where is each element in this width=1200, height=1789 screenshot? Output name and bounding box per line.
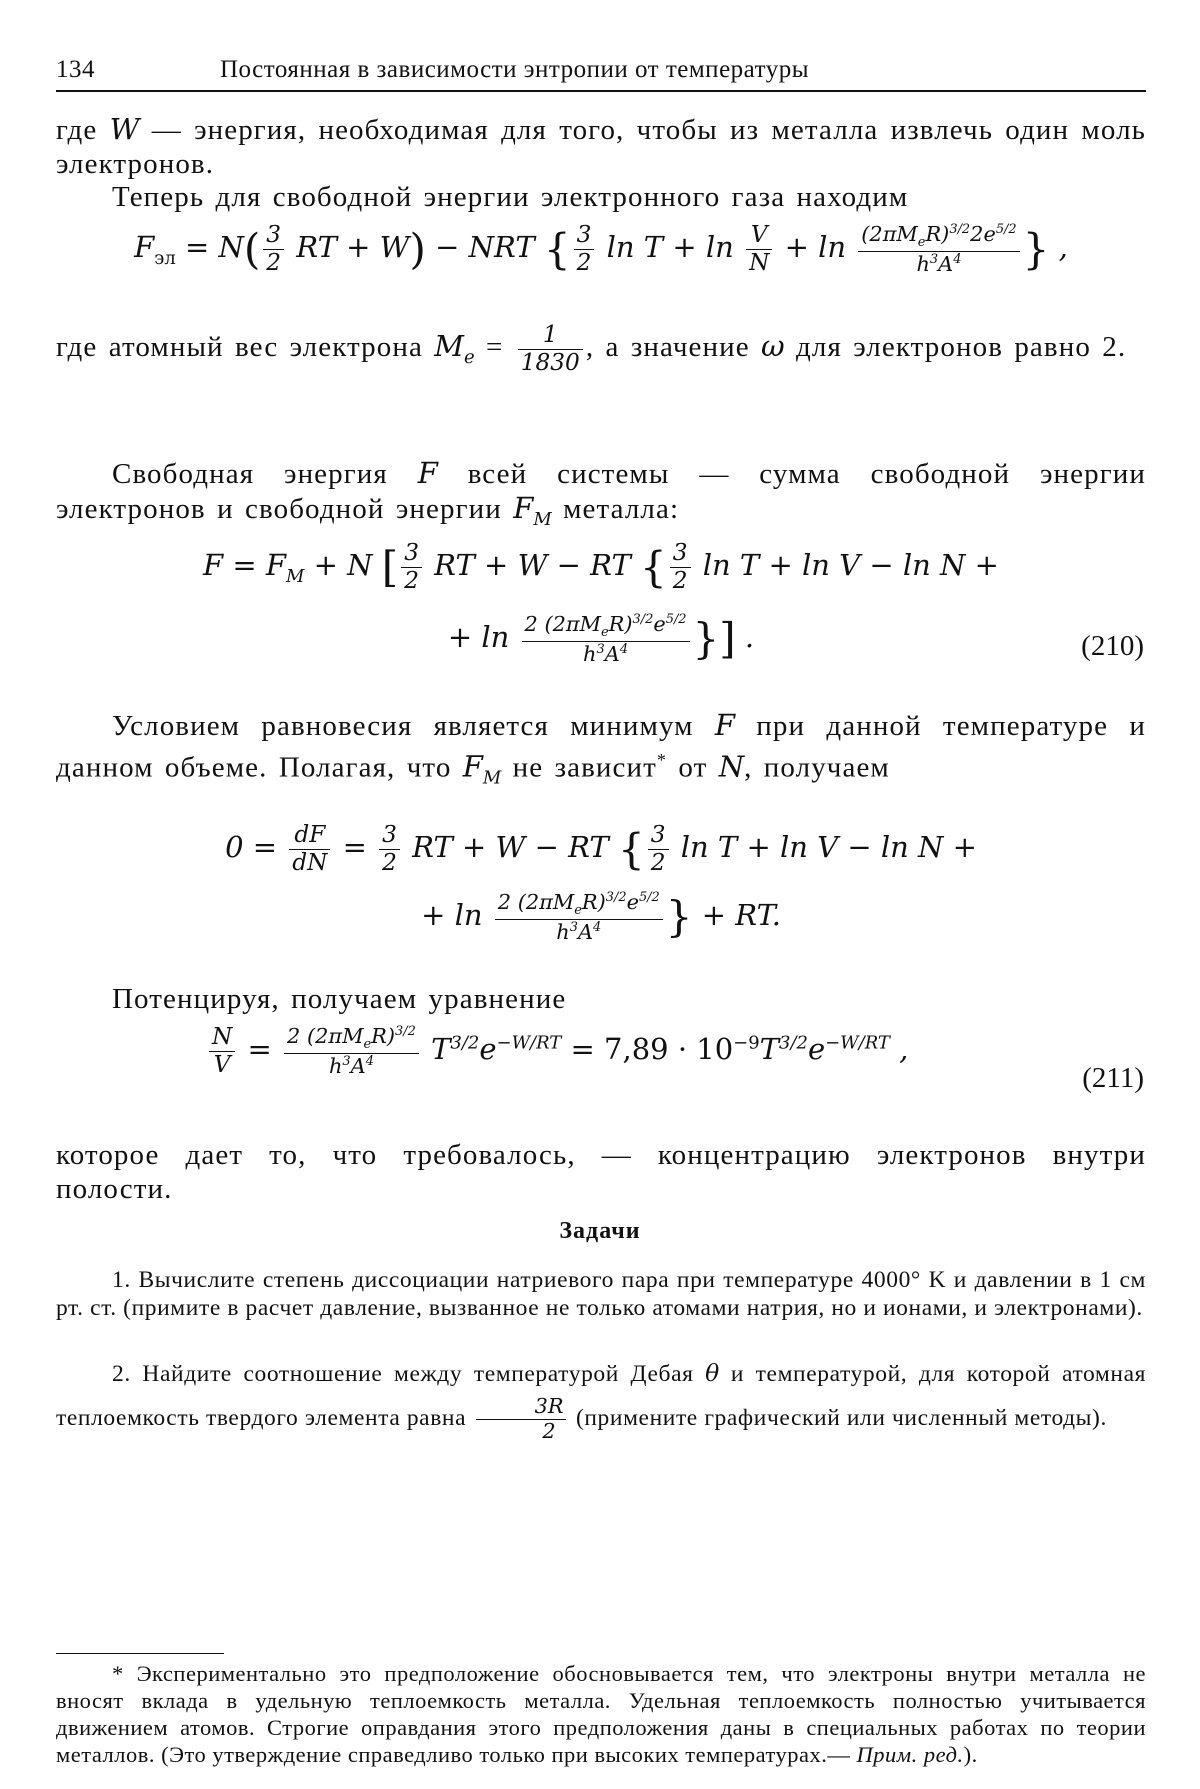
paragraph-system-free-energy: Свободная энергия F всей системы — сумма свободной энергии электронов и свободной энергии $F_M$ металла: [56, 456, 1146, 530]
paragraph-concentration-result: которое дает то, что требовалось, — концентрацию электронов внутри полости. [56, 1139, 1146, 1205]
paragraph-energy-definition: где W — энергия, необходимая для того, чтобы из металла извлечь один моль электронов. [56, 112, 1146, 180]
problem-1: 1. Вычислите степень диссоциации натриевого пара при температуре 4000° K и давлении в 1 см рт. ст. (примите в расчет давление, вызванное не только атомами натрия, но и ионами, и электронами). [56, 1267, 1146, 1321]
editor-note: Прим. ред. [856, 1742, 964, 1767]
formula-electron-gas-free-energy: $F_{эл} = N$( $\frac{3}{2}$ RT + W) − NRT { $\frac{3}{2}$ ln T + ln $\frac{V}{N}$ + ln $\frac{(2\pi M_eR)^{3/2}2e^{5/2}}{h^3A^4}$ } , [134, 221, 1068, 277]
paragraph-potentiating: Потенцируя, получаем уравнение [112, 983, 567, 1015]
running-title: Постоянная в зависимости энтропии от температуры [220, 56, 810, 83]
equation-number-211: (211) [1082, 1062, 1144, 1094]
paragraph-electron-atomic-weight: где атомный вес электрона $M_e$ = $\frac{1}{1830}$ , а значение ω для электронов равно 2. [56, 321, 1127, 376]
footnote-divider [56, 1653, 224, 1654]
running-header [56, 50, 1146, 92]
equation-number-210: (210) [1081, 630, 1144, 662]
footnote-marker[interactable]: * [656, 750, 668, 770]
formula-210-line-1: $F = F_M + N$ [ $\frac{3}{2}$ RT + W − RT { $\frac{3}{2}$ ln T + ln V − ln N + [203, 539, 999, 594]
formula-derivative-line-2: + ln $\frac{2 (2\pi M_eR)^{3/2}e^{5/2}}{h^3A^4}$ } + RT. [421, 890, 781, 945]
formula-211: $\frac{N}{V}$ = $\frac{2 (2\pi M_eR)^{3/2}}{h^3A^4}$ $T^{3/2}e^{-W/RT} = 7,89 \cdot 10^{-9}T^{3/2}e^{-W/RT}$ , [56, 1024, 1146, 1078]
problem-2: 2. Найдите соотношение между температурой Дебая θ и температурой, для которой атомная теплоемкость твердого элемента равна $\frac{3R}{2}$ (примените графический или численный методы). [56, 1359, 1147, 1443]
problems-heading: Задачи [559, 1218, 641, 1244]
footnote: * Экспериментально это предположение обосновывается тем, что электроны внутри металла не вносят вклада в удельную теплоемкость металла. Удельная теплоемкость полностью учитывается движением атомов. Строгие оправдания этого предположения даны в специальных работах по теории металлов. (Это утверждение справедливо только при высоких температурах.— Прим. ред.). [56, 1661, 1146, 1767]
paragraph-equilibrium-condition: Условием равновесия является минимум F при данной температуре и данном объеме. Полагая, что $F_M$ не зависит* от N, получаем [56, 708, 1146, 789]
paragraph-free-energy-intro: Теперь для свободной энергии электронного газа находим [112, 181, 909, 213]
page-number: 134 [56, 56, 95, 83]
formula-derivative-line-1: 0 = $\frac{dF}{dN}$ = $\frac{3}{2}$ RT + W − RT { $\frac{3}{2}$ ln T + ln V − ln N + [225, 821, 977, 876]
formula-210-line-2: + ln $\frac{2 (2\pi M_eR)^{3/2}e^{5/2}}{h^3A^4}$ }] . [447, 612, 755, 667]
